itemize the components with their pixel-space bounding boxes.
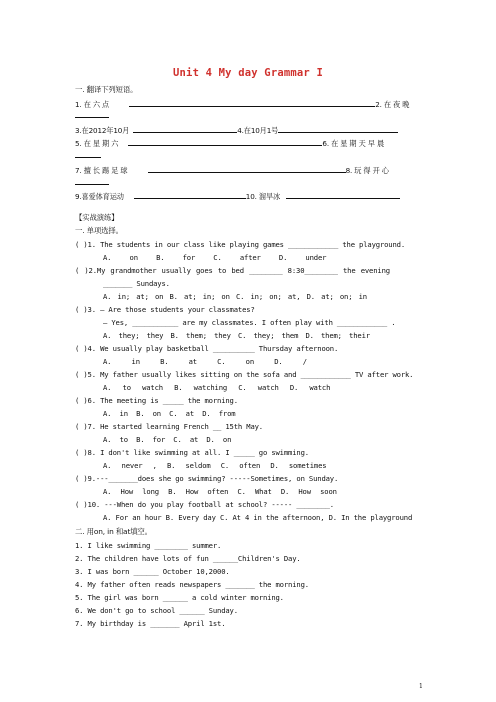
question-1-options: A. on B. for C. after D. under xyxy=(103,253,327,262)
phrase-1-2: 1. 在 六 点 2. 在 夜 晚 xyxy=(75,100,410,109)
fill-sentence-2: 2. The children have lots of fun ______Children's Day. xyxy=(75,554,301,563)
question-6-options: A. in B. on C. at D. from xyxy=(103,409,236,418)
blank[interactable] xyxy=(326,165,346,173)
phrase-5-6: 5. 在 星 期 六 6. 在 星 期 天 早 晨 xyxy=(75,139,384,148)
blank[interactable] xyxy=(286,191,400,199)
blank[interactable] xyxy=(226,191,246,199)
phrase-3-4: 3.在2012年10月 4.在10月1号 xyxy=(75,125,423,135)
fill-sentence-3: 3. I was born ______ October 10,2000. xyxy=(75,567,230,576)
fill-sentence-1: 1. I like swimming ________ summer. xyxy=(75,541,222,550)
phrase-7-8: 7. 擅 长 踢 足 球 8. 玩 得 开 心 xyxy=(75,166,389,175)
page-number: 1 xyxy=(419,683,423,690)
phrase-9-10: 9.喜爱体育运动 10. 溜旱冰 xyxy=(75,191,423,201)
blank[interactable] xyxy=(278,125,398,133)
phrase-8-blank-cont xyxy=(75,177,423,187)
question-2: ( )2.My grandmother usually goes to bed ________ 8:30________ the evening xyxy=(75,266,390,275)
question-4: ( )4. We usually play basketball __________ Thursday afternoon. xyxy=(75,344,339,353)
fill-sentence-5: 5. The girl was born ______ a cold winter morning. xyxy=(75,593,284,602)
question-7: ( )7. He started learning French __ 15th May. xyxy=(75,422,263,431)
blank[interactable] xyxy=(75,150,101,158)
question-5-options: A. to watch B. watching C. watch D. watch xyxy=(103,383,331,392)
fill-sentence-6: 6. We don't go to school ______ Sunday. xyxy=(75,606,238,615)
section-heading-translate: 一. 翻译下列短语。 xyxy=(75,85,138,94)
blank[interactable] xyxy=(355,99,375,107)
question-8-options: A. never , B. seldom C. often D. sometimes xyxy=(103,461,327,470)
page-title: Unit 4 My day Grammar I xyxy=(173,67,323,79)
blank[interactable] xyxy=(75,177,109,185)
question-3: ( )3. – Are those students your classmates? xyxy=(75,305,255,314)
phrase-6-blank-cont xyxy=(75,150,423,160)
question-3-cont: – Yes, ___________ are my classmates. I often play with ____________ . xyxy=(103,318,396,327)
question-4-options: A. in B. at C. on D. / xyxy=(103,357,307,366)
question-2-options: A. in; at; on B. at; in; on C. in; on; at, D. at; on; in xyxy=(103,292,367,301)
question-1: ( )1. The students in our class like playing games ____________ the playground. xyxy=(75,240,406,249)
blank[interactable] xyxy=(75,110,109,118)
fill-sentence-4: 4. My father often reads newspapers _______ the morning. xyxy=(75,580,309,589)
question-9-options: A. How long B. How often C. What D. How soon xyxy=(103,487,337,496)
question-3-options: A. they; they B. them; they C. they; them D. them; their xyxy=(103,331,370,340)
blank[interactable] xyxy=(217,125,237,133)
question-10: ( )10. ---When do you play football at school? ----- ________. xyxy=(75,500,334,509)
fill-sentence-7: 7. My birthday is _______ April 1st. xyxy=(75,619,226,628)
section-heading-fill: 二. 用on, in 和at填空。 xyxy=(75,527,152,536)
question-9: ( )9.---_______does she go swimming? -----Sometimes, on Sunday. xyxy=(75,474,339,483)
blank[interactable] xyxy=(128,138,302,146)
question-6: ( )6. The meeting is _____ the morning. xyxy=(75,396,238,405)
question-2-cont: _______ Sundays. xyxy=(103,279,170,288)
blank[interactable] xyxy=(302,138,322,146)
blank[interactable] xyxy=(133,125,217,133)
question-5: ( )5. My father usually likes sitting on the sofa and ____________ TV after work. xyxy=(75,370,414,379)
drill-heading: 【实战演练】 xyxy=(75,213,119,222)
phrase-2-blank-cont xyxy=(75,110,423,120)
blank[interactable] xyxy=(148,165,326,173)
question-10-options: A. For an hour B. Every day C. At 4 in the afternoon, D. In the playground xyxy=(103,513,413,522)
question-8: ( )8. I don't like swimming at all. I _____ go swimming. xyxy=(75,448,309,457)
section-heading-choice: 一. 单项选择。 xyxy=(75,226,123,235)
question-7-options: A. to B. for C. at D. on xyxy=(103,435,232,444)
blank[interactable] xyxy=(134,191,226,199)
blank[interactable] xyxy=(129,99,355,107)
